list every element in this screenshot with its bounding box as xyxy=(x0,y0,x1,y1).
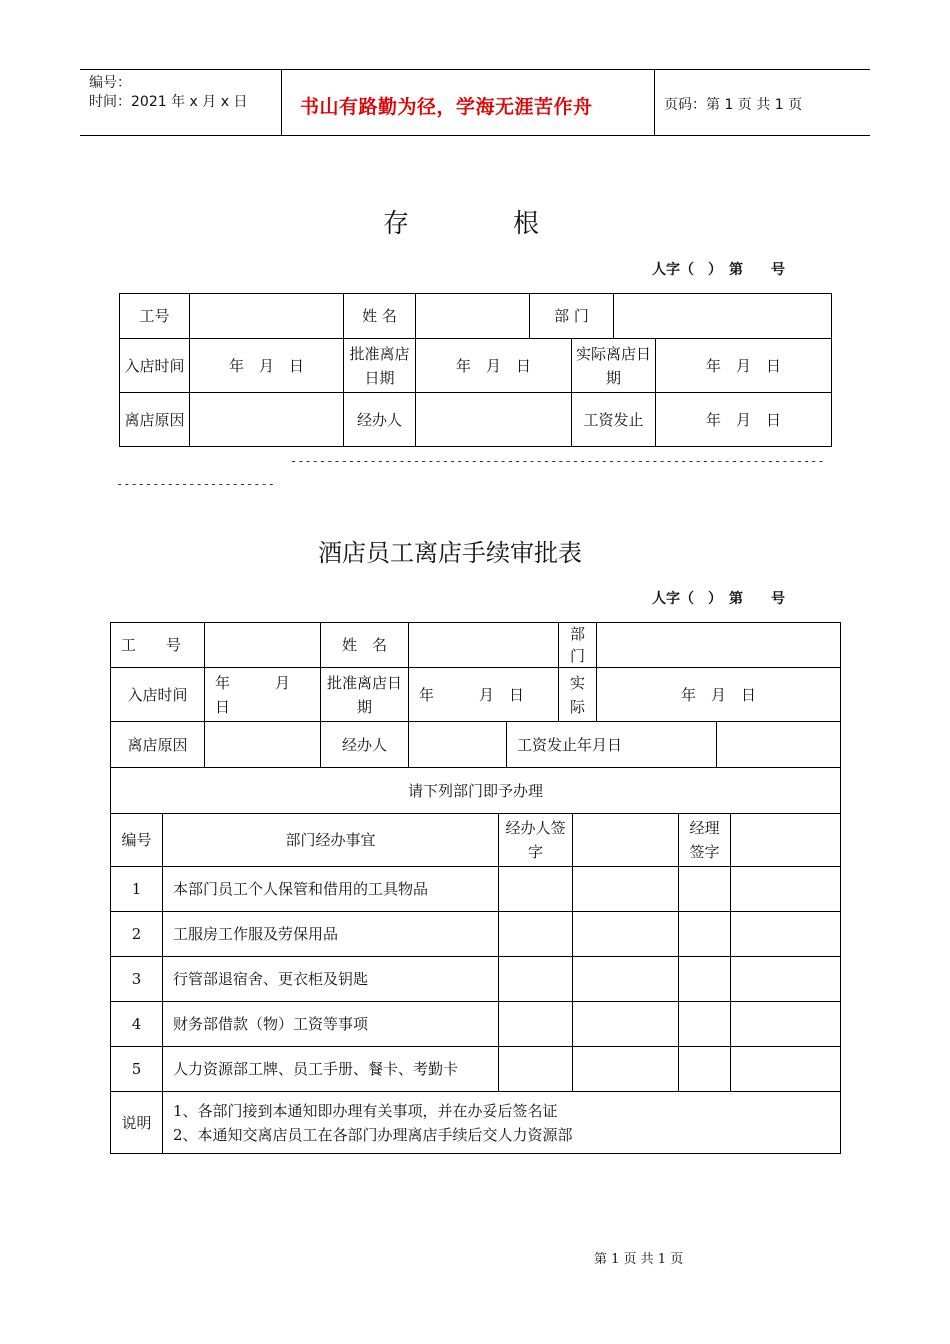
stub-salary-stop-label: 工资发止 xyxy=(572,393,656,447)
form-salary-stop-label: 工资发止年月日 xyxy=(507,722,717,768)
item-no: 4 xyxy=(111,1002,163,1047)
form-dept-label: 部门 xyxy=(559,623,597,668)
handler-sign-cell[interactable] xyxy=(499,912,573,957)
manager-sign-cell-2[interactable] xyxy=(731,912,841,957)
form-serial-number: 人字（ ） 第 号 xyxy=(652,591,785,607)
form-instruction: 请下列部门即予办理 xyxy=(111,768,841,814)
form-matters-table xyxy=(110,813,841,1154)
handler-sign-cell[interactable] xyxy=(499,1047,573,1092)
stub-name-label: 姓 名 xyxy=(344,294,416,339)
stub-table xyxy=(119,293,832,339)
stub-job-no-label: 工号 xyxy=(120,294,190,339)
stub-actual-leave-label: 实际离店日期 xyxy=(572,339,656,393)
item-no: 2 xyxy=(111,912,163,957)
header-divider-left xyxy=(281,69,282,136)
manager-sign-area[interactable] xyxy=(731,814,841,867)
table-row xyxy=(111,1047,841,1092)
header-top-rule xyxy=(80,69,870,70)
manager-sign-cell-2[interactable] xyxy=(731,1002,841,1047)
item-matter: 本部门员工个人保管和借用的工具物品 xyxy=(163,867,499,912)
table-row xyxy=(111,957,841,1002)
stub-serial-number: 人字（ ） 第 号 xyxy=(652,262,785,278)
note-line-2: 2、本通知交离店员工在各部门办理离店手续后交人力资源部 xyxy=(173,1125,573,1144)
manager-sign-cell[interactable] xyxy=(679,912,731,957)
stub-job-no-field[interactable] xyxy=(190,294,344,339)
stub-handler-field[interactable] xyxy=(416,393,572,447)
form-handler-label: 经办人 xyxy=(321,722,409,768)
form-job-no-label: 工 号 xyxy=(111,623,205,668)
header-motto: 书山有路勤为径，学海无涯苦作舟 xyxy=(300,96,593,118)
note-line-1: 1、各部门接到本通知即办理有关事项，并在办妥后签名证 xyxy=(173,1101,558,1120)
handler-sign-cell-2[interactable] xyxy=(573,912,679,957)
header-divider-right xyxy=(654,69,655,136)
stub-entry-time-label: 入店时间 xyxy=(120,339,190,393)
document-number-label: 编号： xyxy=(89,75,131,91)
item-matter: 行管部退宿舍、更衣柜及钥匙 xyxy=(163,957,499,1002)
item-matter: 工服房工作服及劳保用品 xyxy=(163,912,499,957)
cut-line-2: ---------------------- xyxy=(116,477,275,491)
handler-sign-cell[interactable] xyxy=(499,1002,573,1047)
form-entry-time-label: 入店时间 xyxy=(111,668,205,722)
manager-sign-cell[interactable] xyxy=(679,1047,731,1092)
note-label: 说明 xyxy=(111,1092,163,1154)
item-matter: 人力资源部工牌、员工手册、餐卡、考勤卡 xyxy=(163,1047,499,1092)
table-row xyxy=(111,867,841,912)
handler-sign-cell[interactable] xyxy=(499,867,573,912)
stub-title: 存 根 xyxy=(383,209,540,239)
manager-sign-cell-2[interactable] xyxy=(731,867,841,912)
table-row xyxy=(111,912,841,957)
item-no: 5 xyxy=(111,1047,163,1092)
form-job-no-field[interactable] xyxy=(205,623,321,668)
form-info-table xyxy=(110,622,841,722)
handler-sign-cell-2[interactable] xyxy=(573,867,679,912)
handler-sign-cell[interactable] xyxy=(499,957,573,1002)
form-handler-field[interactable] xyxy=(409,722,507,768)
manager-sign-cell[interactable] xyxy=(679,957,731,1002)
item-no: 3 xyxy=(111,957,163,1002)
cut-line-1: -------------------------------------------------------------------------- xyxy=(290,454,825,468)
form-reason-table xyxy=(110,721,841,814)
table-row xyxy=(111,1002,841,1047)
manager-sign-cell-2[interactable] xyxy=(731,1047,841,1092)
manager-sign-cell-2[interactable] xyxy=(731,957,841,1002)
stub-leave-reason-field[interactable] xyxy=(190,393,344,447)
col-header-manager-sign: 经理签字 xyxy=(679,814,731,867)
form-actual-leave-date[interactable]: 年 月 日 xyxy=(597,668,841,722)
form-actual-label: 实际 xyxy=(559,668,597,722)
stub-approved-leave-date[interactable]: 年 月 日 xyxy=(416,339,572,393)
stub-actual-leave-date[interactable]: 年 月 日 xyxy=(656,339,832,393)
form-name-label: 姓 名 xyxy=(321,623,409,668)
col-header-no: 编号 xyxy=(111,814,163,867)
manager-sign-cell[interactable] xyxy=(679,1002,731,1047)
form-approved-leave-date[interactable]: 年 月 日 xyxy=(409,668,559,722)
item-no: 1 xyxy=(111,867,163,912)
col-header-handler-sign: 经办人签 字 xyxy=(499,814,573,867)
note-content xyxy=(163,1092,841,1154)
form-title: 酒店员工离店手续审批表 xyxy=(318,539,582,567)
handler-sign-area[interactable] xyxy=(573,814,679,867)
form-approved-leave-label: 批准离店日期 xyxy=(321,668,409,722)
manager-sign-cell[interactable] xyxy=(679,867,731,912)
stub-name-field[interactable] xyxy=(416,294,530,339)
page-info: 页码：第 1 页 共 1 页 xyxy=(664,97,803,113)
form-dept-field[interactable] xyxy=(597,623,841,668)
stub-table-rows xyxy=(119,338,832,447)
stub-salary-stop-date[interactable]: 年 月 日 xyxy=(656,393,832,447)
stub-dept-label: 部 门 xyxy=(530,294,614,339)
item-matter: 财务部借款（物）工资等事项 xyxy=(163,1002,499,1047)
stub-leave-reason-label: 离店原因 xyxy=(120,393,190,447)
col-header-matter: 部门经办事宜 xyxy=(163,814,499,867)
header-bottom-rule xyxy=(80,135,870,136)
form-entry-date[interactable]: 年 月 日 xyxy=(205,668,321,722)
stub-dept-field[interactable] xyxy=(614,294,832,339)
stub-handler-label: 经办人 xyxy=(344,393,416,447)
form-leave-reason-label: 离店原因 xyxy=(111,722,205,768)
stub-approved-leave-label: 批准离店日期 xyxy=(344,339,416,393)
stub-entry-date[interactable]: 年 月 日 xyxy=(190,339,344,393)
handler-sign-cell-2[interactable] xyxy=(573,1002,679,1047)
handler-sign-cell-2[interactable] xyxy=(573,957,679,1002)
document-time-label: 时间：2021 年 x 月 x 日 xyxy=(89,94,248,110)
form-name-field[interactable] xyxy=(409,623,559,668)
page-footer: 第 1 页 共 1 页 xyxy=(594,1252,684,1267)
form-leave-reason-field[interactable] xyxy=(205,722,321,768)
handler-sign-cell-2[interactable] xyxy=(573,1047,679,1092)
form-salary-stop-field[interactable] xyxy=(717,722,841,768)
